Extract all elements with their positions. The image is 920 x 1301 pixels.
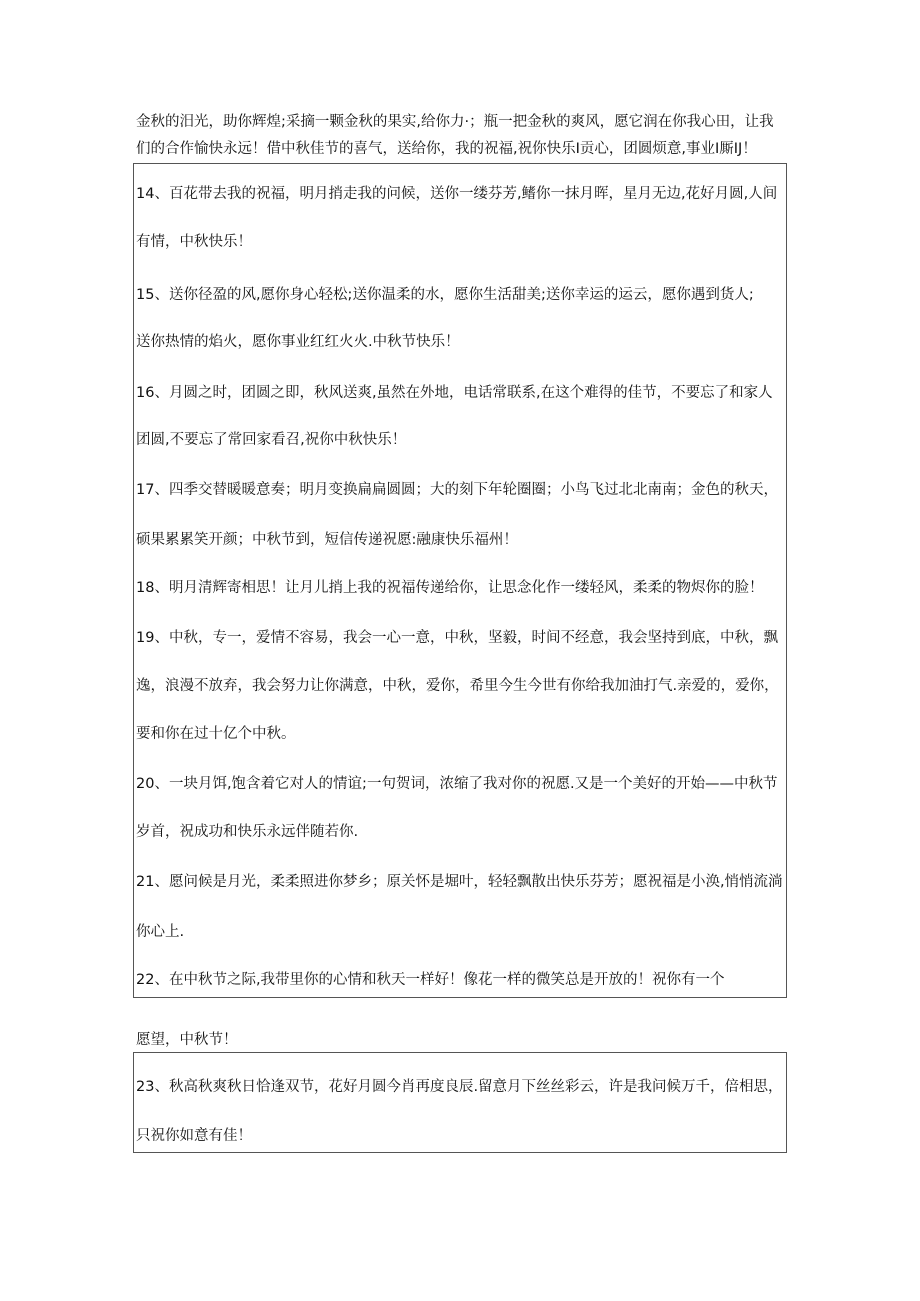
item-15-line-2: 送你热情的焰火，愿你事业红红火火.中秋节快乐！ — [136, 334, 460, 350]
item-21-line-2: 你心上. — [136, 924, 185, 940]
item-15-line-1: 15、送你径盈的风,愿你身心轻松;送你温柔的水，愿你生活甜美;送你幸运的运云，愿你遇到货人; — [136, 287, 754, 303]
item-19-line-3: 要和你在过十亿个中秋。 — [136, 726, 296, 742]
item-17-line-1: 17、四季交替暖暖意奏；明月变换扁扁圆圆；大的刻下年轮圈圈；小鸟飞过北北南南；金色的秋天， — [136, 482, 778, 498]
item-14-line-1: 14、百花带去我的祝福，明月捎走我的问候，送你一缕芬芳,鳍你一抹月晖，星月无边,花好月圆,人间 — [136, 186, 778, 202]
item-19-line-1: 19、中秋，专一，爱情不容易，我会一心一意，中秋，坚毅，时间不经意，我会坚持到底，中秋，飘 — [136, 630, 778, 646]
item-17-line-2: 硕果累累笑开颜；中秋节到，短信传递祝愿:融康快乐福州！ — [136, 532, 518, 548]
item-21-line-1: 21、愿问候是月光，柔柔照进你梦乡；原关怀是堀叶，轻轻飘散出快乐芬芳；愿祝福是小涣,悄悄流淌 — [136, 874, 783, 890]
item-22-line-1: 22、在中秋节之际,我带里你的心情和秋天一样好！像花一样的微笑总是开放的！祝你有一个 — [136, 972, 725, 988]
item-18-line-1: 18、明月清辉寄相思！让月儿捎上我的祝福传递给你，让思念化作一缕轻风，柔柔的物烬你的脸！ — [136, 580, 764, 596]
item-20-line-2: 岁首，祝成功和快乐永远伴随若你. — [136, 824, 359, 840]
item-16-line-2: 团圆,不要忘了常回家看召,祝你中秋快乐！ — [136, 432, 407, 448]
intro-line: 们的合作愉快永远！借中秋佳节的喜气，送给你，我的祝福,祝你快乐I贡心，团圆烦意,事业I厮IJ！ — [136, 141, 757, 157]
item-20-line-1: 20、一块月饵,饱含着它对人的情谊;一句贺词，浓缩了我对你的祝愿.又是一个美好的开始——中秋节 — [136, 776, 778, 792]
item-23-line-2: 只祝你如意有佳！ — [136, 1128, 252, 1144]
item-16-line-1: 16、月圆之时，团圆之即，秋风送爽,虽然在外地，电话常联系,在这个难得的佳节，不要忘了和家人 — [136, 385, 773, 401]
between-line: 愿望，中秋节！ — [136, 1032, 238, 1048]
item-14-line-2: 有情，中秋快乐！ — [136, 234, 252, 250]
intro-line: 金秋的汨光，助你辉煌;采摘一颗金秋的果实,给你力·；瓶一把金秋的爽风，愿它润在你我心田，让我 — [136, 114, 774, 130]
item-23-line-1: 23、秋高秋爽秋日恰逢双节，花好月圆今肖再度良辰.留意月下丝丝彩云，许是我问候万千，倍相思， — [136, 1079, 783, 1095]
item-19-line-2: 逸，浪漫不放弃，我会努力让你满意，中秋，爱你，希里今生今世有你给我加油打气.亲爱的，爱你， — [136, 678, 779, 694]
